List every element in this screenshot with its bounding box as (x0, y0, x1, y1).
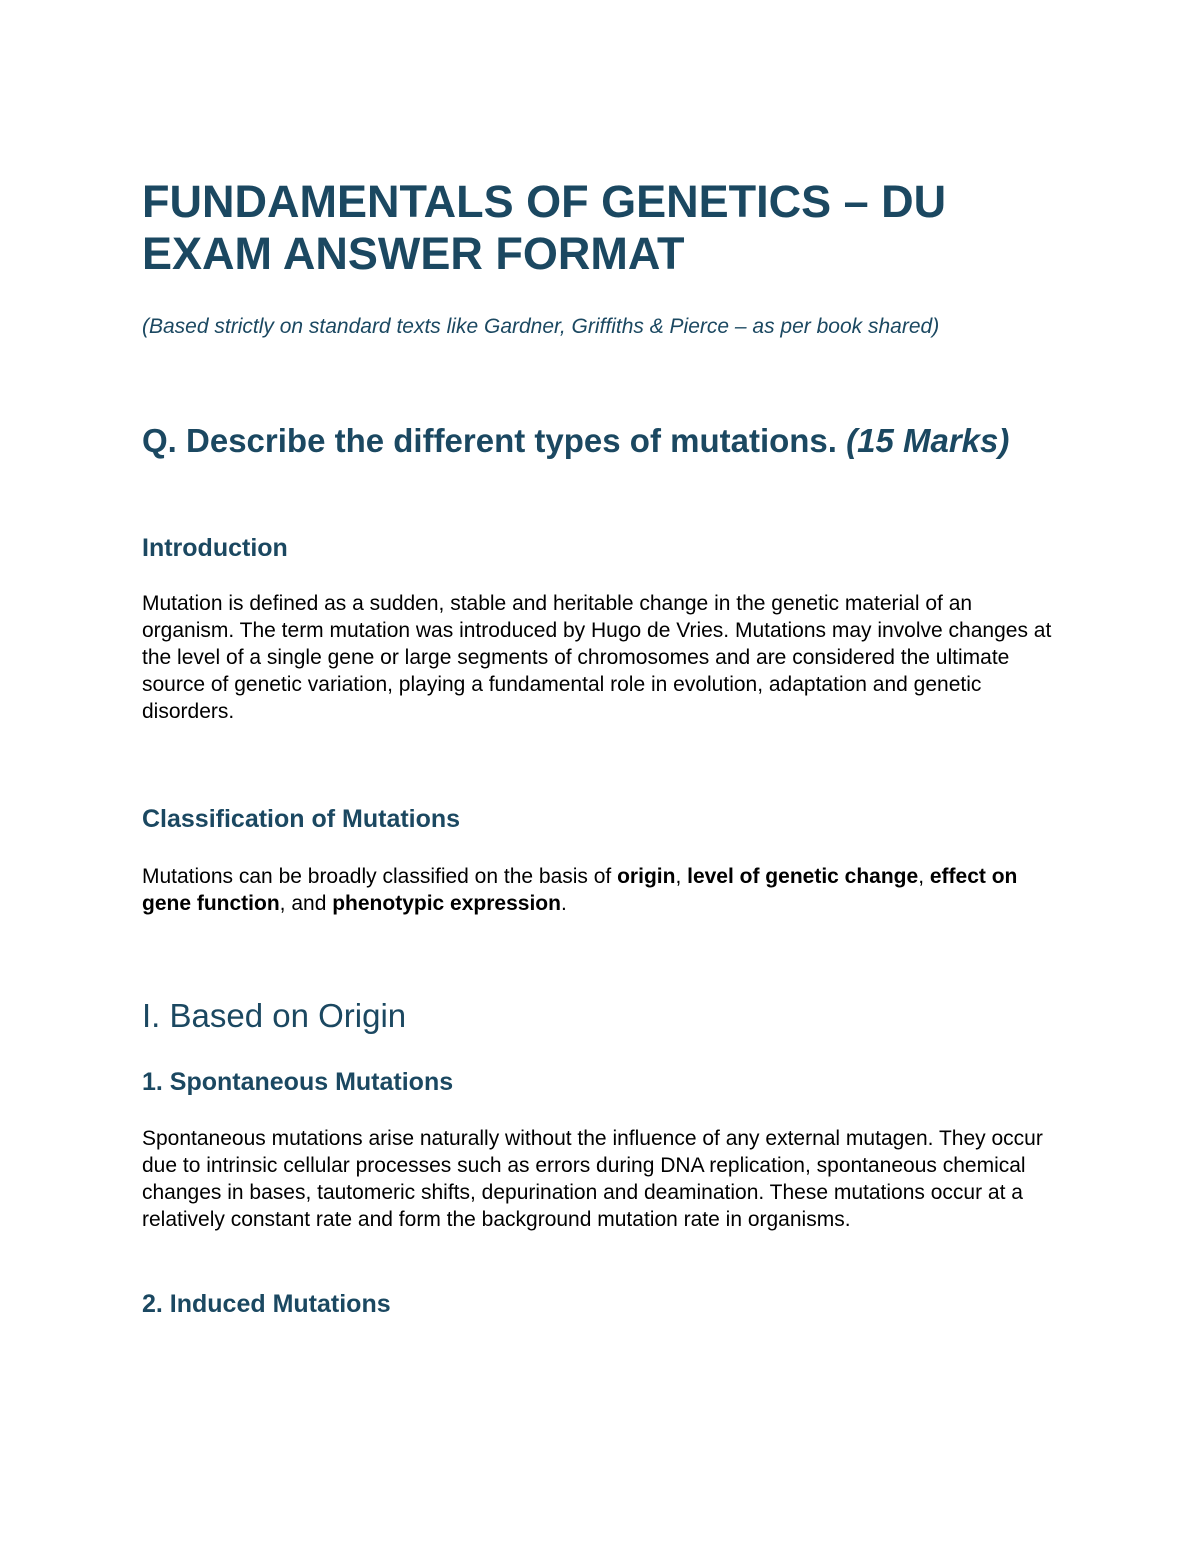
classification-paragraph (142, 863, 1052, 917)
classification-term-effect: effect on gene function (142, 865, 1018, 915)
classification-heading: Classification of Mutations (142, 805, 461, 833)
section-origin-heading: I. Based on Origin (142, 997, 407, 1034)
classification-term-phenotypic: phenotypic expression (332, 892, 561, 915)
question-text: Q. Describe the different types of mutations. (142, 422, 847, 459)
classification-text-start: Mutations can be broadly classified on the basis of (142, 865, 618, 888)
question-heading (142, 420, 1022, 461)
induced-mutations-heading: 2. Induced Mutations (142, 1290, 391, 1318)
introduction-heading: Introduction (142, 534, 288, 562)
classification-term-level: level of genetic change (687, 865, 919, 888)
classification-separator: , (675, 865, 688, 888)
introduction-paragraph: Mutation is defined as a sudden, stable and heritable change in the genetic material of an organism. The term mutation was introduced by Hugo de Vries. Mutations may involve changes at the level of a single gene or large segments of chromosomes and are considered the ultimate source of genetic variation, playing a fundamental role in evolution, adaptation and genetic disorders. (142, 592, 1052, 723)
classification-text-end: . (560, 892, 567, 915)
document-subtitle: (Based strictly on standard texts like Gardner, Griffiths & Pierce – as per book shared) (142, 315, 940, 338)
classification-term-origin: origin (617, 865, 676, 888)
classification-separator: , (918, 865, 930, 888)
document-title: FUNDAMENTALS OF GENETICS – DU EXAM ANSWER FORMAT (142, 176, 947, 279)
question-marks: (15 Marks) (846, 422, 1010, 459)
spontaneous-mutations-heading: 1. Spontaneous Mutations (142, 1068, 454, 1096)
spontaneous-mutations-paragraph: Spontaneous mutations arise naturally without the influence of any external mutagen. They occur due to intrinsic cellular processes such as errors during DNA replication, spontaneous chemical changes in bases, tautomeric shifts, depurination and deamination. These mutations occur at a relatively constant rate and form the background mutation rate in organisms. (142, 1127, 1043, 1231)
classification-separator: , and (279, 892, 333, 915)
